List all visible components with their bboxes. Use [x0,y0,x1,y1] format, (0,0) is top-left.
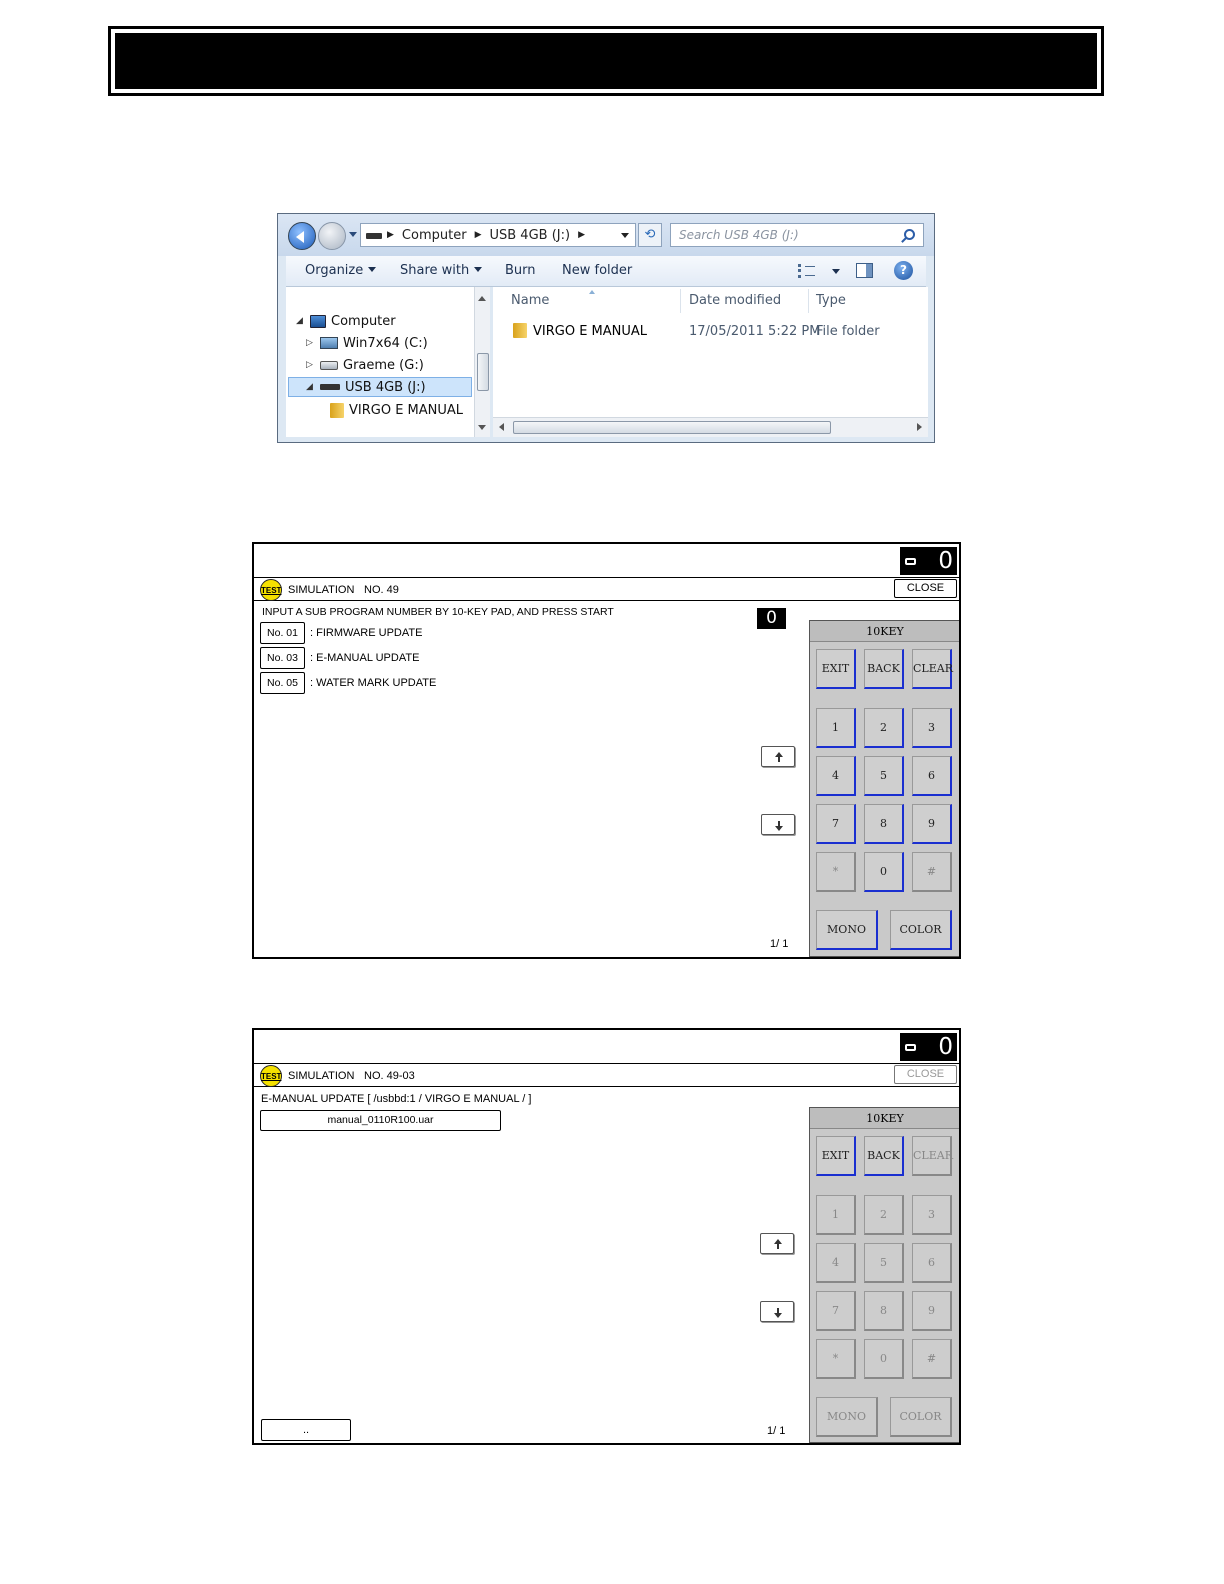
recent-pages-dropdown-icon[interactable] [349,232,357,241]
file-row-name[interactable]: VIRGO E MANUAL [533,324,648,339]
drive-icon [320,361,338,370]
back-key[interactable]: BACK [864,649,904,689]
copy-counter [900,1033,957,1061]
tree-item-usb-4gb[interactable] [288,377,472,397]
page-indicator: 1/ 1 [767,1425,786,1437]
asterisk-key[interactable]: * [816,1339,856,1379]
folder-icon[interactable] [513,323,527,338]
digit-key-9[interactable]: 9 [912,1291,952,1331]
usb-drive-icon [366,233,382,239]
digit-key-1[interactable]: 1 [816,708,856,748]
parent-folder-button[interactable]: .. [261,1419,351,1441]
forward-button[interactable] [318,222,346,250]
color-key[interactable]: COLOR [890,910,952,950]
scroll-down-button[interactable] [760,1301,794,1322]
arrow-up-icon [774,1239,782,1244]
new-folder-button[interactable]: New folder [562,263,633,278]
scroll-thumb[interactable] [513,421,831,434]
tree-item-label: Computer [331,313,396,329]
tree-item-virgo-e-manual[interactable] [330,400,463,420]
copy-counter [900,547,957,575]
digit-key-0[interactable]: 0 [864,1339,904,1379]
simulation-screen-49 [252,542,961,959]
digit-key-3[interactable]: 3 [912,1195,952,1235]
collapsed-triangle-icon[interactable]: ▷ [306,360,313,370]
ten-key-pad [809,1107,961,1443]
scroll-right-icon[interactable] [917,423,922,431]
chevron-right-icon[interactable]: ▶ [387,230,394,240]
ten-key-pad [809,620,961,957]
status-strip [254,544,959,578]
paper-icon [905,1044,916,1051]
digit-key-8[interactable]: 8 [864,804,904,844]
arrow-down-icon [775,826,783,831]
column-header-date-modified[interactable]: Date modified [689,293,782,308]
simulation-screen-49-03 [252,1028,961,1445]
instruction-text: INPUT A SUB PROGRAM NUMBER BY 10-KEY PAD, AND PRESS START [262,606,614,618]
arrow-down-icon [774,1313,782,1318]
counter-value: 0 [938,548,953,574]
test-badge: TEST [260,1065,282,1087]
collapsed-triangle-icon[interactable]: ▷ [306,338,313,348]
column-divider[interactable] [680,289,681,313]
sub-program-input: 0 [757,608,786,629]
sub-program-05-button[interactable]: No. 05 [260,672,305,694]
exit-key[interactable]: EXIT [816,1136,856,1176]
drive-icon [320,337,338,349]
simulation-number: NO. 49 [364,584,399,596]
title-strip [254,578,959,601]
close-button[interactable]: CLOSE [894,579,957,598]
status-strip [254,1030,959,1064]
chevron-down-icon [474,267,482,276]
help-icon[interactable]: ? [894,261,913,280]
mono-key[interactable]: MONO [816,910,878,950]
scroll-down-button[interactable] [761,814,795,835]
e-manual-update-path: E-MANUAL UPDATE [ /usbbd:1 / VIRGO E MANUAL / ] [261,1093,532,1105]
digit-key-6[interactable]: 6 [912,1243,952,1283]
digit-key-5[interactable]: 5 [864,1243,904,1283]
close-button[interactable]: CLOSE [894,1065,957,1084]
column-header-type[interactable]: Type [816,293,846,308]
keypad-title: 10KEY [810,1108,960,1129]
mono-key[interactable]: MONO [816,1397,878,1437]
paper-icon [905,558,916,565]
digit-key-6[interactable]: 6 [912,756,952,796]
tree-item-label: Win7x64 (C:) [343,335,428,351]
command-bar [286,256,926,287]
scroll-left-icon[interactable] [499,423,504,431]
scroll-thumb[interactable] [477,353,489,391]
digit-key-0[interactable]: 0 [864,852,904,892]
simulation-label: SIMULATION [288,584,355,596]
breadcrumb-computer[interactable]: Computer [401,228,467,243]
digit-key-3[interactable]: 3 [912,708,952,748]
refresh-icon[interactable]: ⟲ [638,223,662,247]
tree-item-label: VIRGO E MANUAL [349,402,464,418]
share-with-menu[interactable]: Share with [400,263,482,278]
page-indicator: 1/ 1 [770,938,789,950]
sort-ascending-icon [589,287,595,294]
horizontal-scrollbar[interactable] [493,417,928,437]
asterisk-key[interactable]: * [816,852,856,892]
digit-key-7[interactable]: 7 [816,1291,856,1331]
hash-key[interactable]: # [912,852,952,892]
usb-drive-icon [320,384,340,390]
digit-key-8[interactable]: 8 [864,1291,904,1331]
address-row [278,214,934,256]
breadcrumb-usb-drive[interactable]: USB 4GB (J:) [489,228,571,243]
menu-item-description: : WATER MARK UPDATE [310,677,437,689]
counter-value: 0 [938,1034,953,1060]
file-list [493,287,928,417]
computer-icon [310,315,326,328]
back-key[interactable]: BACK [864,1136,904,1176]
tree-item-win7x64[interactable] [306,333,428,353]
navigation-tree [286,287,474,437]
tree-item-graeme[interactable] [306,355,424,375]
file-button-manual[interactable]: manual_0110R100.uar [260,1110,501,1131]
file-row-date: 17/05/2011 5:22 PM [689,324,821,339]
chevron-right-icon[interactable]: ▶ [578,230,585,240]
file-row-type: File folder [816,324,880,339]
view-options-icon[interactable] [798,264,814,278]
tree-item-computer[interactable] [296,311,396,331]
column-divider[interactable] [808,289,809,313]
scroll-up-button[interactable] [761,746,795,767]
back-button[interactable] [288,222,316,250]
digit-key-4[interactable]: 4 [816,1243,856,1283]
scroll-up-button[interactable] [760,1233,794,1254]
digit-key-5[interactable]: 5 [864,756,904,796]
address-bar[interactable] [360,223,636,247]
menu-item-description: : FIRMWARE UPDATE [310,627,423,639]
digit-key-9[interactable]: 9 [912,804,952,844]
folder-icon [330,403,344,418]
hash-key[interactable]: # [912,1339,952,1379]
tree-item-label: USB 4GB (J:) [345,379,426,395]
chevron-down-icon [368,267,376,276]
digit-key-1[interactable]: 1 [816,1195,856,1235]
chevron-down-icon[interactable] [832,269,840,278]
sub-program-03-button[interactable]: No. 03 [260,647,305,669]
keypad-title: 10KEY [810,621,960,642]
search-icon[interactable] [904,229,915,240]
clear-key[interactable]: CLEAR [912,1136,952,1176]
sub-program-01-button[interactable]: No. 01 [260,622,305,644]
exit-key[interactable]: EXIT [816,649,856,689]
chevron-right-icon[interactable]: ▶ [474,230,482,240]
page-header-fill [115,33,1097,89]
explorer-window [277,213,935,443]
expanded-triangle-icon[interactable]: ◢ [296,316,303,326]
digit-key-2[interactable]: 2 [864,708,904,748]
simulation-number: NO. 49-03 [364,1070,415,1082]
digit-key-7[interactable]: 7 [816,804,856,844]
digit-key-4[interactable]: 4 [816,756,856,796]
preview-pane-icon[interactable] [856,263,873,278]
search-input[interactable] [670,223,924,247]
tree-item-label: Graeme (G:) [343,357,424,373]
organize-menu[interactable]: Organize [305,263,376,278]
burn-button[interactable]: Burn [505,263,536,278]
simulation-label: SIMULATION [288,1070,355,1082]
arrow-up-icon [775,752,783,757]
menu-item-description: : E-MANUAL UPDATE [310,652,420,664]
title-strip [254,1064,959,1087]
chevron-down-icon[interactable] [621,233,629,242]
scroll-down-icon[interactable] [478,425,486,434]
digit-key-2[interactable]: 2 [864,1195,904,1235]
column-header-name[interactable]: Name [511,293,550,308]
test-badge: TEST [260,579,282,601]
search-placeholder: Search USB 4GB (J:) [679,228,799,242]
page-header-banner [108,26,1104,96]
scroll-up-icon[interactable] [478,292,486,301]
tree-scrollbar[interactable] [474,287,490,437]
clear-key[interactable]: CLEAR [912,649,952,689]
color-key[interactable]: COLOR [890,1397,952,1437]
expanded-triangle-icon[interactable]: ◢ [306,382,313,392]
